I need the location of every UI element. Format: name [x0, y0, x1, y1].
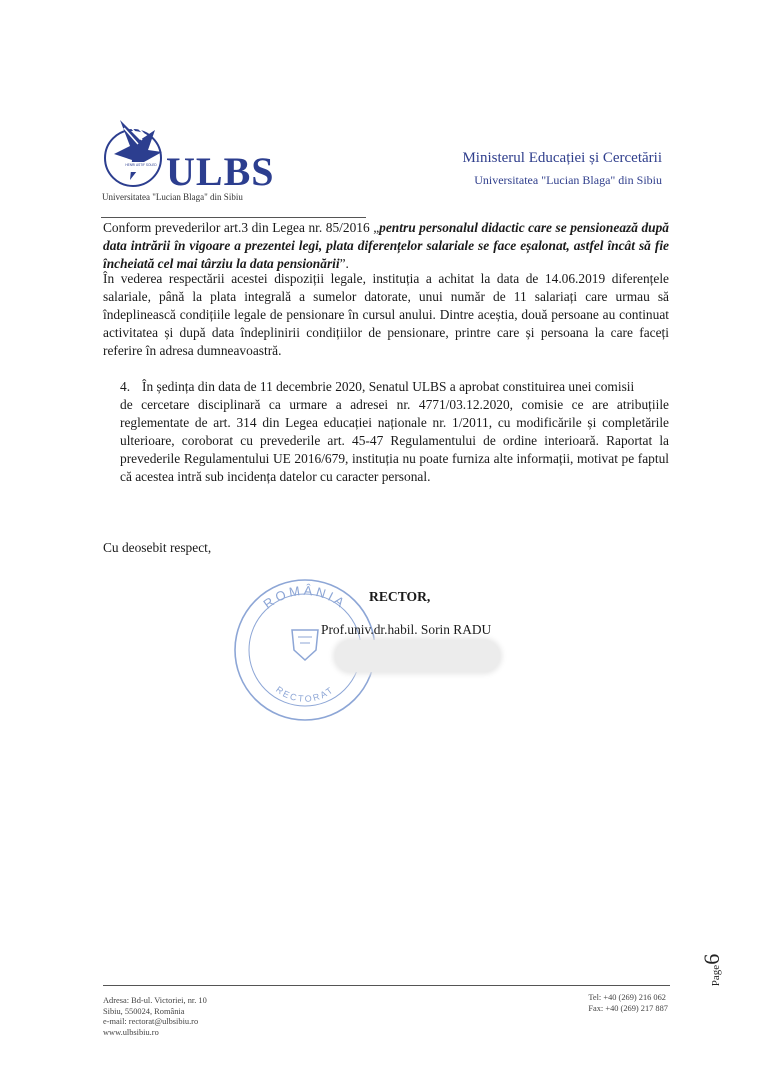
logo-wordmark: ULBS: [166, 149, 275, 194]
stamp-rectorat-text: RECTORAT: [274, 684, 336, 704]
address-email: e-mail: rectorat@ulbsibiu.ro: [103, 1017, 199, 1026]
page-number-mark: [698, 940, 726, 1000]
ulbs-logo: [100, 110, 280, 205]
university-name: Universitatea "Lucian Blaga" din Sibiu: [474, 173, 662, 187]
footer-phone: Tel: +40 (269) 216 062: [588, 993, 666, 1002]
footer-contact: [588, 993, 668, 1014]
law-intro-text: Conform prevederilor art.3 din Legea nr. 85/2016 „: [103, 220, 380, 235]
paragraph-law-reference: [103, 219, 669, 273]
paragraph-payment: În vederea respectării acestei dispoziții legale, instituția a achitat la data de 14.06.2019 diferențele salariale, până la plata integrală a sumelor datorate, unui număr de 11 salariați care urmau să îndeplinească condițiile legale de pensionare în cursul anului. Dintre aceștia, două persoane au continuat activitatea și după data îndeplinirii condițiilor de pensionare, printre care și persoana la care faceți referire în adresa dumneavoastră.: [103, 271, 669, 358]
page-label: Page: [710, 964, 723, 987]
footer-address: [103, 996, 207, 1038]
paragraph-point-4: [103, 378, 669, 486]
address-line: Sibiu, 550024, România: [103, 1006, 185, 1016]
redacted-signature: [335, 640, 500, 672]
address-website: www.ulbsibiu.ro: [103, 1027, 159, 1037]
ministry-name: Ministerul Educației și Cercetării: [462, 150, 662, 166]
list-number: 4.: [120, 379, 131, 394]
logo-subtitle: Universitatea "Lucian Blaga" din Sibiu: [102, 192, 243, 202]
svg-text:RECTORAT: [274, 684, 336, 704]
closing-salutation: Cu deosebit respect,: [103, 540, 212, 555]
law-quote-end: ”.: [339, 256, 349, 271]
header-divider: [101, 217, 366, 218]
stamp-country-text: ROMÂNIA: [260, 582, 350, 612]
footer-fax: Fax: +40 (269) 217 887: [588, 1003, 668, 1013]
point-4-body: de cercetare disciplinară ca urmare a adresei nr. 4771/03.12.2020, comisie ce are atribuțiile reglementate de art. 314 din Legea educației naționale nr. 1/2011, cu modificările și completările ulterioare, coroborat cu prevederile art. 45-47 Regulamentului de ordine interioară. Raportat la prevederile Regulamentului UE 2016/679, instituția nu poate furniza alte informații, motivat pe faptul că acestea intră sub incidența datelor cu caracter personal.: [120, 397, 669, 484]
eagle-emblem-icon: [100, 110, 170, 190]
page-number: 6: [699, 953, 725, 965]
address-line: Adresa: Bd-ul. Victoriei, nr. 10: [103, 996, 207, 1005]
ministry-header: [462, 150, 662, 188]
signatory-title: RECTOR,: [369, 589, 431, 604]
footer-divider: [103, 985, 670, 986]
emblem-small-text: HENRI ASTIF SOLED: [125, 163, 157, 167]
point-4-first-line: În ședința din data de 11 decembrie 2020, Senatul ULBS a aprobat constituirea unei comisii: [142, 379, 635, 394]
law-quote-text: pentru personalul didactic care se pensionează după data intrării în vigoare a prezentei legi, plata diferențelor salariale se face eșalonat, astfel încât să fie încheiată cel mai târziu la data pensionării: [103, 220, 669, 271]
signatory-name: Prof.univ.dr.habil. Sorin RADU: [321, 622, 492, 637]
